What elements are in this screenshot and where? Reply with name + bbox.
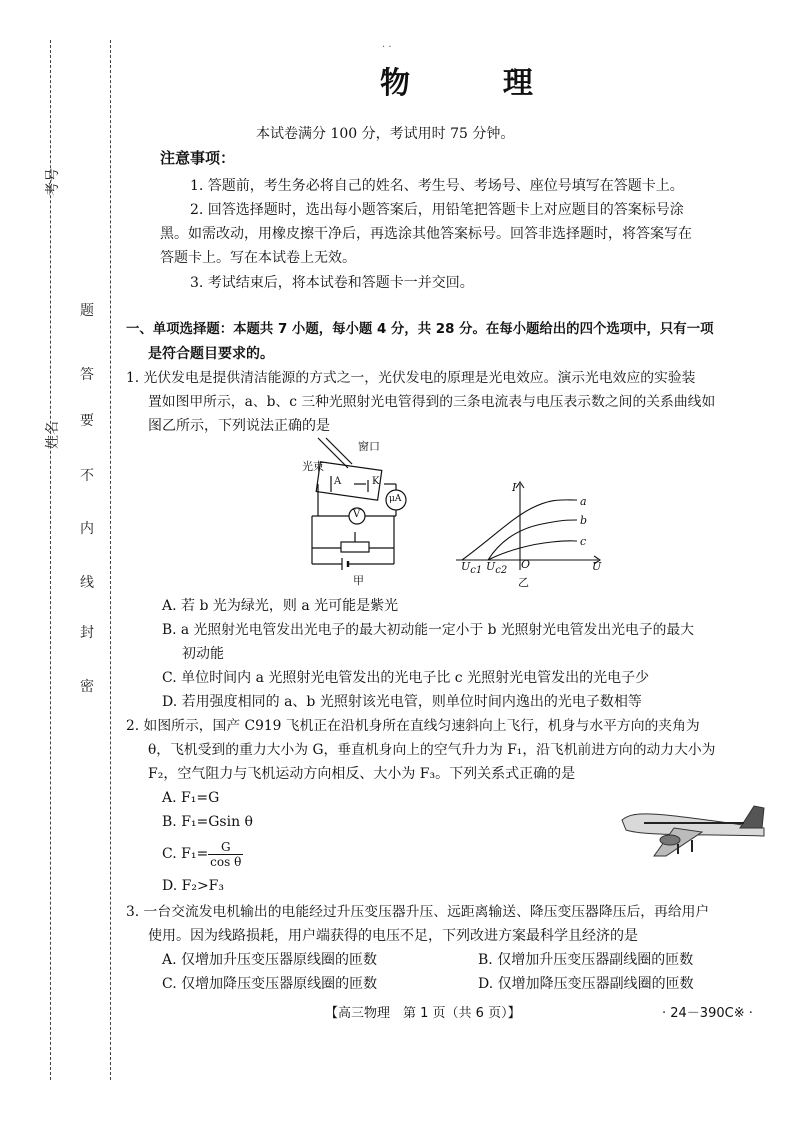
graph-curve-a-label: a [580, 495, 587, 508]
seal-char: 封 [80, 625, 94, 641]
fig-label-jia: 甲 [353, 574, 364, 587]
exam-info: 本试卷满分 100 分，考试用时 75 分钟。 [256, 126, 515, 142]
q1-option-b: B. a 光照射光电管发出光电子的最大初动能一定小于 b 光照射光电管发出光电子的最大 [162, 622, 695, 638]
seal-char: 答 [80, 367, 94, 383]
exam-number-label: 考号 [45, 168, 61, 196]
graph-origin-label: O [521, 558, 531, 571]
fig-label-yi: 乙 [518, 576, 529, 589]
fraction-numerator: G [208, 840, 243, 855]
graph-u-axis-label: U [592, 560, 602, 573]
q1-option-d: D. 若用强度相同的 a、b 光照射该光电管，则单位时间内逸出的光电子数相等 [162, 694, 642, 710]
fig-label-anode: A [334, 476, 342, 487]
uc1-letter: U [461, 560, 471, 573]
exam-code: · 24－390C※ · [662, 1006, 753, 1021]
section-heading-cont: 是符合题目要求的。 [148, 346, 274, 362]
q3-stem-1: 3. 一台交流发电机输出的电能经过升压变压器升压、远距离输送、降压变压器降压后，再给用户 [126, 904, 710, 920]
q2-option-b: B. F₁=Gsin θ [162, 814, 253, 830]
name-label: 姓名 [45, 421, 61, 449]
fig-label-cathode: K [372, 476, 380, 487]
graph-uc1-label [461, 560, 482, 576]
fraction-denominator: cos θ [210, 854, 242, 869]
c919-airplane-image [614, 800, 774, 860]
graph-i-axis-label: I [512, 481, 517, 494]
notice-line-1: 1. 答题前，考生务必将自己的姓名、考生号、考场号、座位号填写在答题卡上。 [190, 178, 684, 194]
fig-label-beam: 光束 [302, 460, 324, 473]
q2-option-a: A. F₁=G [162, 790, 220, 806]
fig-label-voltmeter: V [353, 509, 361, 520]
q2-stem-1: 2. 如图所示，国产 C919 飞机正在沿机身所在直线匀速斜向上飞行，机身与水平方向的夹角为 [126, 718, 700, 734]
seal-char: 要 [80, 413, 94, 429]
seal-char: 不 [80, 468, 94, 484]
q1-option-c: C. 单位时间内 a 光照射光电管发出的光电子比 c 光照射光电管发出的光电子少 [162, 670, 650, 686]
q1-option-b-cont: 初动能 [182, 646, 224, 662]
page-footer: 【高三物理 第 1 页（共 6 页）】 [325, 1006, 521, 1021]
seal-char: 密 [80, 679, 94, 695]
q1-stem-3: 图乙所示，下列说法正确的是 [148, 418, 330, 434]
q1-stem-1: 1. 光伏发电是提供清洁能源的方式之一，光伏发电的原理是光电效应。演示光电效应的实验装 [126, 370, 696, 386]
section-heading: 一、单项选择题：本题共 7 小题，每小题 4 分，共 28 分。在每小题给出的四个选项中，只有一项 [126, 322, 714, 337]
notice-line-5: 3. 考试结束后，将本试卷和答题卡一并交回。 [190, 275, 474, 291]
q3-option-d: D. 仅增加降压变压器副线圈的匝数 [478, 976, 694, 992]
q2-option-c [162, 836, 243, 876]
fig-label-window: 窗口 [358, 440, 380, 453]
q2-stem-3: F₂，空气阻力与飞机运动方向相反、大小为 F₃。下列关系式正确的是 [148, 766, 576, 782]
uc1-subscript: c1 [470, 565, 483, 577]
seal-char: 线 [80, 575, 94, 591]
notice-heading: 注意事项： [160, 149, 236, 167]
notice-line-4: 答题卡上。写在本试卷上无效。 [160, 250, 356, 266]
seal-char: 内 [80, 521, 94, 537]
q2-option-c-fraction [208, 840, 243, 869]
q3-option-a: A. 仅增加升压变压器原线圈的匝数 [162, 952, 378, 968]
q1-stem-2: 置如图甲所示，a、b、c 三种光照射光电管得到的三条电流表与电压表示数之间的关系曲线如 [148, 394, 716, 410]
binding-line-inner [110, 40, 111, 1080]
uc2-subscript: c2 [495, 565, 508, 577]
title-char-1: 物 [380, 66, 410, 101]
q3-stem-2: 使用。因为线路损耗，用户端获得的电压不足，下列改进方案最科学且经济的是 [148, 928, 638, 944]
notice-line-3: 黑。如需改动，用橡皮擦干净后，再选涂其他答案标号。回答非选择题时，将答案写在 [160, 226, 692, 242]
uc2-letter: U [486, 560, 496, 573]
q2-option-c-prefix: C. F₁= [162, 846, 209, 862]
q3-option-b: B. 仅增加升压变压器副线圈的匝数 [478, 952, 694, 968]
q3-option-c: C. 仅增加降压变压器原线圈的匝数 [162, 976, 378, 992]
binding-line-outer [50, 40, 51, 1080]
seal-char: 题 [80, 303, 94, 319]
graph-curve-c-label: c [580, 535, 587, 548]
page-title [380, 58, 533, 102]
graph-uc2-label [486, 560, 507, 576]
fig-label-microammeter: μA [389, 494, 402, 504]
q2-option-d: D. F₂>F₃ [162, 878, 225, 894]
title-char-2: 理 [502, 66, 533, 101]
top-mark: · · [382, 42, 392, 53]
graph-curve-b-label: b [580, 514, 588, 527]
q2-stem-2: θ，飞机受到的重力大小为 G，垂直机身向上的空气升力为 F₁，沿飞机前进方向的动力大小为 [148, 742, 716, 758]
notice-line-2: 2. 回答选择题时，选出每小题答案后，用铅笔把答题卡上对应题目的答案标号涂 [190, 202, 684, 218]
q1-option-a: A. 若 b 光为绿光，则 a 光可能是紫光 [162, 598, 399, 614]
